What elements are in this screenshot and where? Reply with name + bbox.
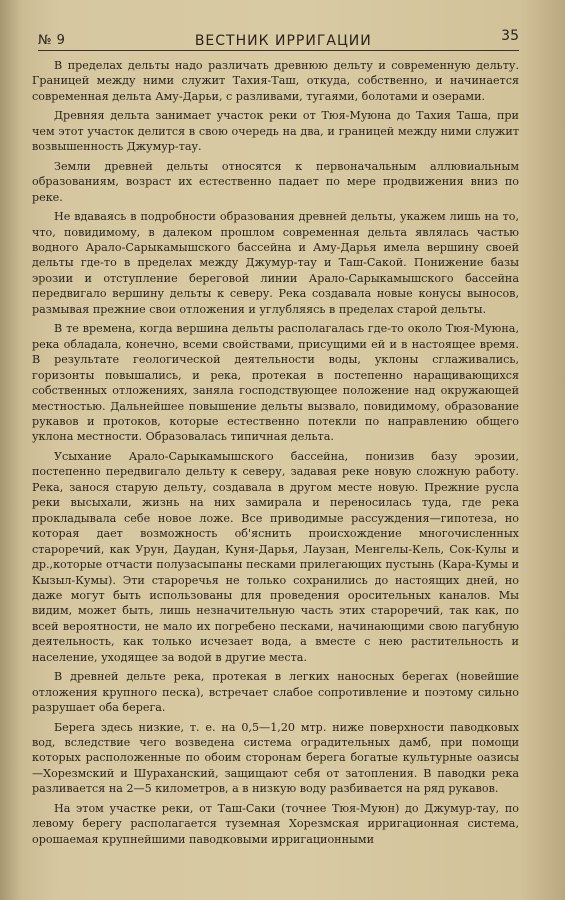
running-header — [38, 26, 519, 51]
page-number: 35 — [501, 28, 519, 44]
paragraph: Древняя дельта занимает участок реки от Тюя-Муюна до Тахия Таша, при чем этот участок делится в свою очередь на два, и границей между ними служит возвышенность Джумур-тау. — [32, 109, 519, 154]
paragraph: В те времена, когда вершина дельты располагалась где-то около Тюя-Муюна, река обладала, конечно, всеми свойствами, присущими ей и в настоящее время. В результате геологической деятельности воды, уклоны сглаживались, горизонты повышались, и река, протекая в постепенно наращивающихся собственных отложениях, заняла господствующее положение над окружающей местностью. Дальнейшее повышение дельты вызвало, повидимому, образование рукавов и протоков, которые естественно потекли по направлению общего уклона местности. Образовалась типичная дельта. — [32, 322, 519, 444]
issue-number: № 9 — [38, 33, 66, 48]
paragraph: В пределах дельты надо различать древнюю дельту и современную дельту. Границей между ними служит Тахия-Таш, откуда, собственно, и начинается современная дельта Аму-Дарьи, с разливами, тугаями, болотами и озерами. — [32, 59, 519, 103]
paragraph: Земли древней дельты относятся к первоначальным аллювиальным образованиям, возраст их естественно падает по мере продвижения вниз по реке. — [32, 159, 519, 204]
paragraph: В древней дельте река, протекая в легких наносных берегах (новейшие отложения крупного песка), встречает слабое сопротивление и поэтому сильно разрушает оба берега. — [32, 670, 519, 715]
article-body — [32, 58, 519, 870]
paragraph: Берега здесь низкие, т. е. на 0,5—1,20 мтр. ниже поверхности паводковых вод, вследствие чего возведена система оградительных дамб, при помощи которых расположенные по обоим сторонам берега богатые культурные оазисы—Хорезмский и Шураханский, защищают себя от затопления. В паводки река разливается на 2—5 километров, а в низкую воду разбивается на ряд рукавов. — [32, 720, 519, 796]
paragraph: Не вдаваясь в подробности образования древней дельты, укажем лишь на то, что, повидимому, в далеком прошлом современная дельта являлась частью водного Арало-Сарыкамышского бассейна и Аму-Дарья имела вершину своей дельты где-то в пределах между Джумур-тау и Таш-Сакой. Понижение базы эрозии и отступление береговой линии Арало-Сарыкамышского бассейна передвигало вершину дельты к северу. Река создавала новые конусы выносов, размывая прежние свои отложения и углубляясь в пределах старой дельты. — [32, 210, 519, 316]
journal-title: ВЕСТНИК ИРРИГАЦИИ — [194, 33, 372, 49]
paragraph: На этом участке реки, от Таш-Саки (точнее Тюя-Муюн) до Джумур-тау, по левому берегу располагается туземная Хорезмская ирригационная система, орошаемая крупнейшими паводковыми ирригационными — [32, 801, 519, 846]
paragraph: Усыхание Арало-Сарыкамышского бассейна, понизив базу эрозии, постепенно передвигало дельту к северу, задавая реке новую сложную работу. Река, занося старую дельту, создавала в другом месте новую. Прежние русла реки высыхали, жизнь на них замирала и переносилась туда, где река прокладывала себе новое ложе. Все приводимые рассуждения—гипотеза, но которая дает возможность об'яснить происхождение многочисленных староречий, как Урун, Даудан, Куня-Дарья, Лаузан, Менгелы-Кель, Сок-Кулы и др.,которые отчасти полузасыпаны песками прилегающих пустынь (Кара-Кумы и Кызыл-Кумы). Эти староречья не только сохранились до настоящих дней, но даже могут быть использованы для проведения оросительных каналов. Мы видим, может быть, лишь незначительную часть этих староречий, так как, по всей вероятности, не мало их погребено песками, начинающими свою пагубную деятельность, как только исчезает вода, а вместе с нею растительность и население, уходящее за водой в другие места. — [32, 449, 519, 664]
